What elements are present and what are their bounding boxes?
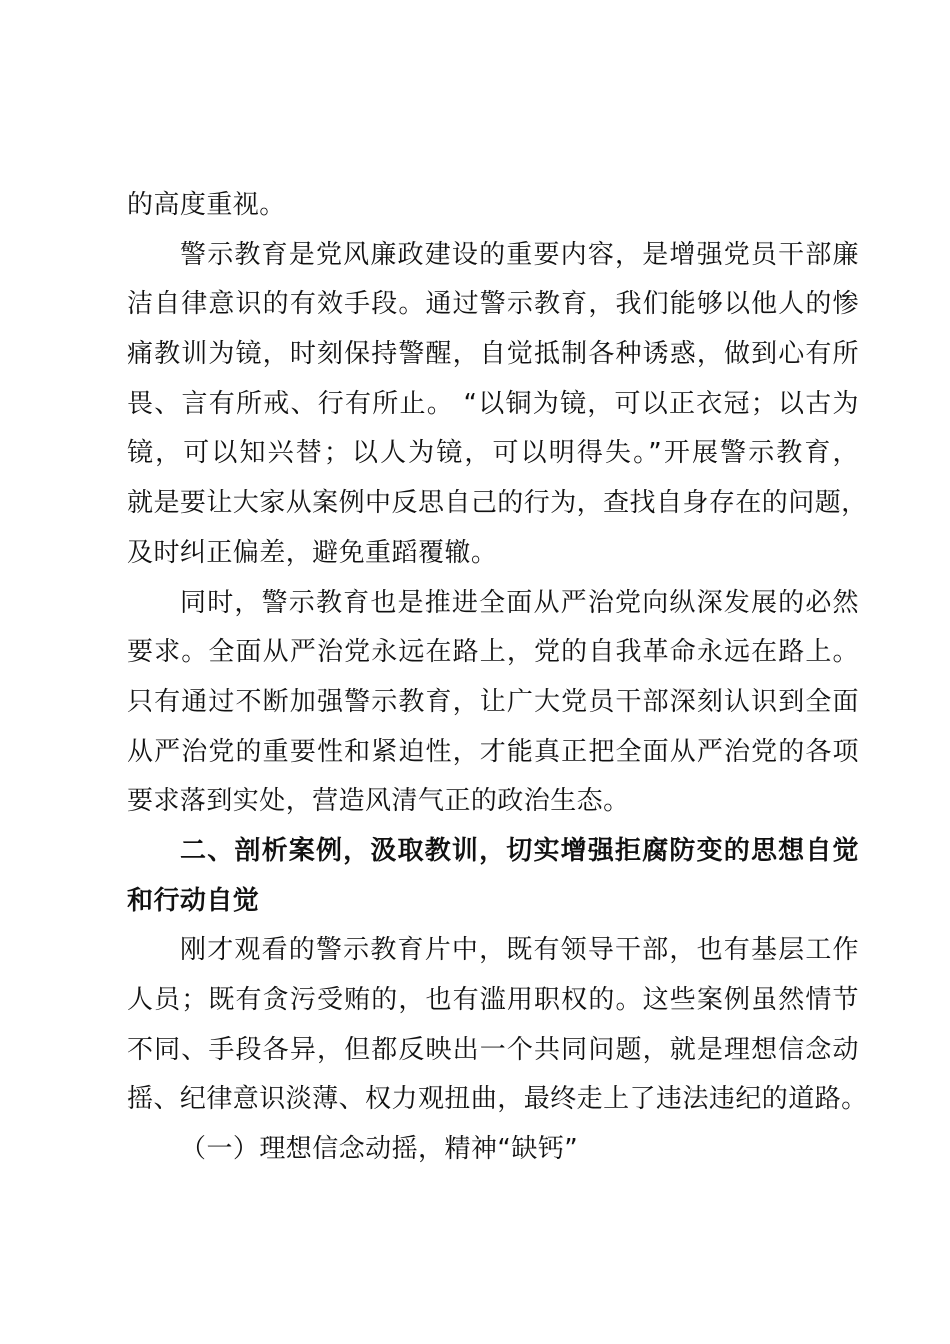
paragraph-line: 刚才观看的警示教育片中，既有领导干部，也有基层工作 [180,935,859,966]
paragraph-line: 同时，警示教育也是推进全面从严治党向纵深发展的必然 [180,587,859,618]
paragraph-line: 就是要让大家从案例中反思自己的行为，查找自身存在的问题， [127,488,868,519]
paragraph-line: 畏、言有所戒、行有所止。 “以铜为镜，可以正衣冠；以古为 [127,388,859,419]
paragraph-line: 警示教育是党风廉政建设的重要内容，是增强党员干部廉 [180,239,859,270]
paragraph-line: 要求落到实处，营造风清气正的政治生态。 [127,786,630,817]
paragraph-line: 人员；既有贪污受贿的，也有滥用职权的。这些案例虽然情节 [127,985,859,1015]
paragraph-line: 痛教训为镜，时刻保持警醒，自觉抵制各种诱惑，做到心有所 [127,339,859,370]
paragraph-line: 摇、纪律意识淡薄、权力观扭曲，最终走上了违法违纪的道路。 [127,1084,868,1115]
paragraph-line: 只有通过不断加强警示教育，让广大党员干部深刻认识到全面 [127,686,859,717]
paragraph-line: 不同、手段各异，但都反映出一个共同问题，就是理想信念动 [127,1034,859,1065]
paragraph-line: 洁自律意识的有效手段。通过警示教育，我们能够以他人的惨 [127,289,859,320]
paragraph-line: 镜，可以知兴替；以人为镜，可以明得失。”开展警示教育， [127,438,859,469]
document-body [127,181,868,1175]
paragraph-line: 从严治党的重要性和紧迫性，才能真正把全面从严治党的各项 [127,736,859,767]
subsection-heading-line: （一）理想信念动摇，精神“缺钙” [180,1134,579,1165]
section-heading-line: 和行动自觉 [127,885,260,916]
section-heading-line: 二、剖析案例，汲取教训，切实增强拒腐防变的思想自觉 [180,835,859,866]
paragraph-line: 的高度重视。 [127,190,286,220]
paragraph-line: 要求。全面从严治党永远在路上，党的自我革命永远在路上。 [127,637,859,668]
paragraph-line: 及时纠正偏差，避免重蹈覆辙。 [127,537,498,568]
